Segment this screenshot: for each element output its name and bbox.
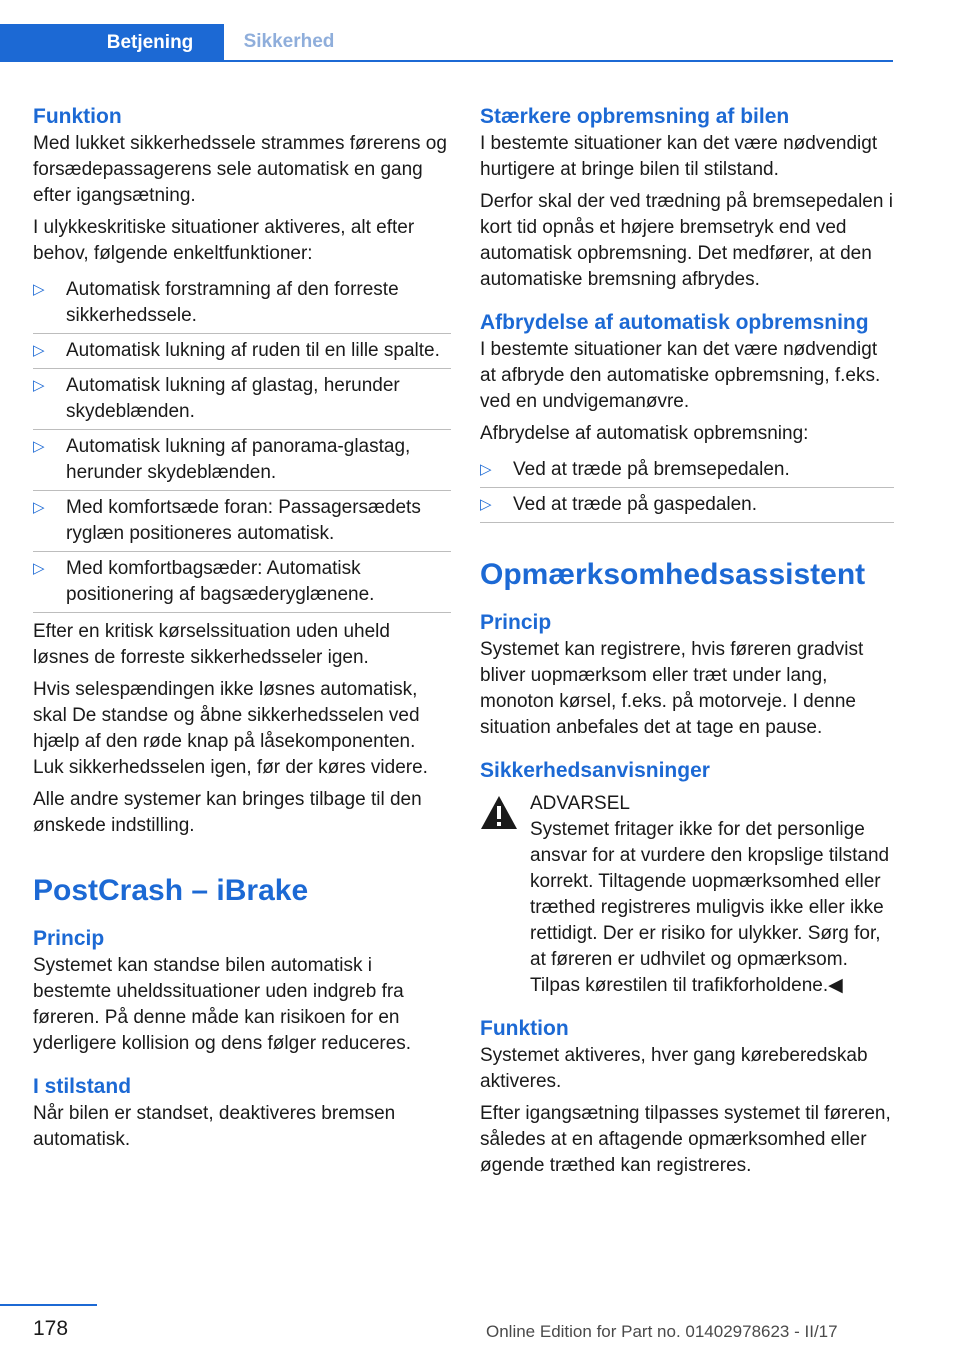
tab-sikkerhed[interactable]: Sikkerhed — [243, 31, 335, 52]
staerkere-paragraph-1: I bestemte situationer kan det være nødvendigt hurtigere at bringe bilen til stilstand. — [480, 133, 878, 180]
postcrash-heading: PostCrash – iBrake — [33, 874, 309, 907]
list-item: ▷ Automatisk forstramning af den forreste sikkerhedssele. — [33, 273, 451, 334]
tab-betjening[interactable]: Betjening — [0, 24, 224, 62]
after-paragraph-1: Efter en kritisk kørselssituation uden uheld løsnes de forreste sikkerhedsseler igen. — [33, 621, 390, 668]
warning-title: ADVARSEL — [530, 793, 630, 814]
warning-block — [480, 791, 894, 999]
triangle-bullet-icon: ▷ — [33, 281, 45, 298]
list-item: ▷ Med komfortbagsæder: Automatisk positionering af bagsæderyglænene. — [33, 558, 375, 605]
after-paragraph-2: Hvis selespændingen ikke løsnes automatisk, skal De standse og åbne sikkerhedsselen ved hjælp af den røde knap på låsekomponenten. Luk sikkerhedsselen igen, før der køres videre. — [33, 679, 428, 778]
stilstand-paragraph: Når bilen er standset, deaktiveres bremsen automatisk. — [33, 1103, 396, 1150]
left-column — [33, 103, 451, 1159]
triangle-bullet-icon: ▷ — [33, 438, 45, 455]
afbrydelse-list — [480, 453, 894, 523]
page-header — [0, 24, 893, 64]
funktion-paragraph-2: I ulykkeskritiske situationer aktiveres, alt efter behov, følgende enkeltfunktioner: — [33, 217, 415, 264]
princip-heading: Princip — [480, 611, 552, 634]
footer-rule — [0, 1304, 97, 1306]
princip-paragraph: Systemet kan standse bilen automatisk i bestemte uheldssituationer uden indgreb fra føreren. På denne måde kan risikoen for en yderligere kollision og dens følger reduceres. — [33, 955, 412, 1054]
list-item: ▷ Automatisk lukning af ruden til en lille spalte. — [33, 334, 451, 369]
after-paragraph-3: Alle andre systemer kan bringes tilbage til den ønskede indstilling. — [33, 789, 422, 836]
function-list — [33, 273, 451, 613]
staerkere-paragraph-2: Derfor skal der ved trædning på bremsepedalen i kort tid opnås et højere bremsetryk end ved automatisk opbremsning. Det medfører, at den automatiske bremsning afbrydes. — [480, 191, 893, 290]
princip-paragraph: Systemet kan registrere, hvis føreren gradvist bliver uopmærksom eller træt under lang, monoton kørsel, f.eks. på motorveje. I denne situation anbefales det at tage en pause. — [480, 639, 864, 738]
list-item: ▷ Med komfortsæde foran: Passagersædets ryglæn positioneres automatisk. — [33, 491, 451, 552]
funktion-paragraph-1: Systemet aktiveres, hver gang køreberedskab aktiveres. — [480, 1045, 868, 1092]
afbrydelse-paragraph-1: I bestemte situationer kan det være nødvendigt at afbryde den automatiske opbremsning, f.eks. ved en undvigemanøvre. — [480, 339, 881, 412]
page-number: 178 — [33, 1317, 69, 1340]
princip-heading: Princip — [33, 927, 105, 950]
list-item: ▷ Automatisk lukning af glastag, herunder skydeblænden. — [33, 369, 451, 430]
sikkerhed-heading: Sikkerhedsanvisninger — [480, 759, 710, 782]
funktion-heading: Funktion — [480, 1017, 569, 1040]
list-item: ▷ Ved at træde på gaspedalen. — [480, 488, 894, 522]
funktion-paragraph-2: Efter igangsætning tilpasses systemet til føreren, således at en aftagende opmærksomhed eller øgende træthed kan registreres. — [480, 1103, 891, 1176]
opmaerksomhed-heading: Opmærksomhedsassistent — [480, 558, 866, 591]
stilstand-heading: I stilstand — [33, 1075, 132, 1098]
triangle-bullet-icon: ▷ — [33, 377, 45, 394]
header-rule — [0, 60, 893, 62]
afbrydelse-paragraph-2: Afbrydelse af automatisk opbremsning: — [480, 423, 809, 444]
list-item: ▷ Ved at træde på bremsepedalen. — [480, 453, 894, 488]
triangle-bullet-icon: ▷ — [480, 496, 492, 513]
triangle-bullet-icon: ▷ — [33, 499, 45, 516]
triangle-bullet-icon: ▷ — [33, 560, 45, 577]
warning-triangle-icon — [480, 795, 518, 831]
funktion-heading: Funktion — [33, 105, 122, 128]
warning-text: Systemet fritager ikke for det personlige ansvar for at vurdere den kropslige tilstand korrekt. Tiltagende uopmærksomhed eller træthed registreres muligvis ikke eller ikke rettidigt. Der er risiko for ulykker. Sørg for, at føreren er udhvilet og opmærksom. Tilpas kørestilen til trafikforholdene.◀ — [530, 819, 890, 996]
right-column — [480, 103, 894, 1185]
triangle-bullet-icon: ▷ — [33, 342, 45, 359]
triangle-bullet-icon: ▷ — [480, 461, 492, 478]
funktion-paragraph-1: Med lukket sikkerhedssele strammes førerens og forsædepassagerens sele automatisk en gang efter igangsætning. — [33, 133, 447, 206]
afbrydelse-heading: Afbrydelse af automatisk opbremsning — [480, 311, 869, 334]
edition-footer: Online Edition for Part no. 01402978623 - II/17 — [486, 1322, 838, 1341]
list-item: ▷ Automatisk lukning af panorama-glastag, herunder skydeblænden. — [33, 430, 451, 491]
staerkere-heading: Stærkere opbremsning af bilen — [480, 105, 790, 128]
